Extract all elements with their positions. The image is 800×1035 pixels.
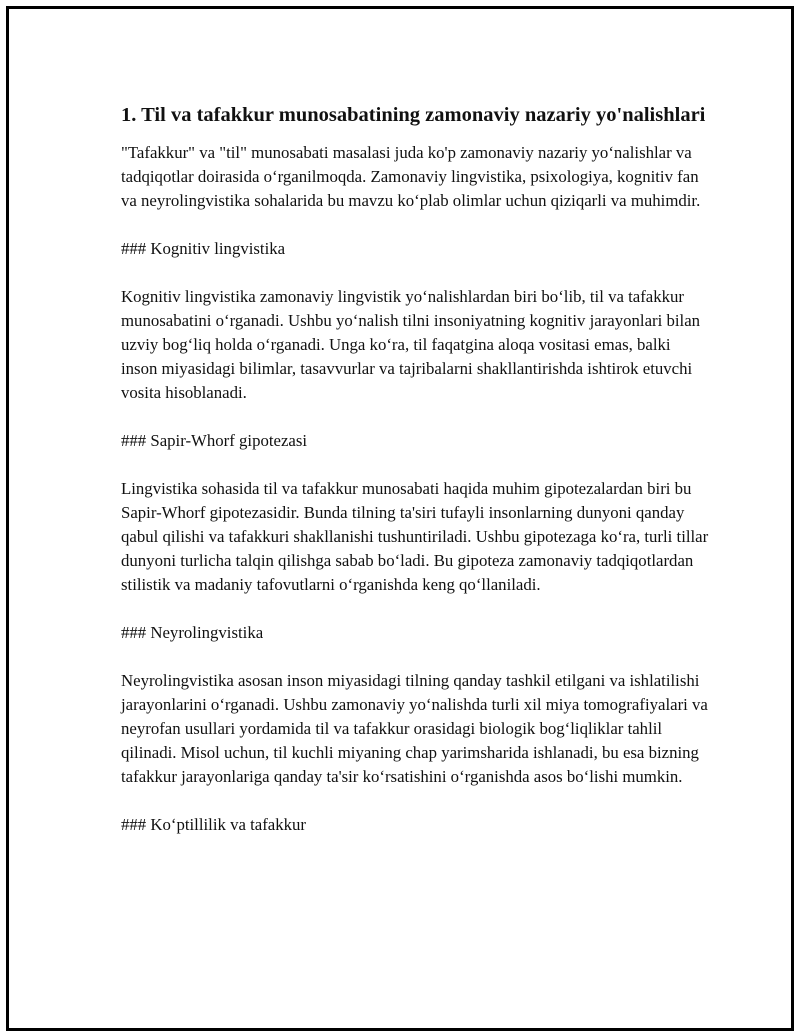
section-heading-sapir-whorf: ### Sapir-Whorf gipotezasi [121,431,308,450]
section-text-neyrolingvistika: Neyrolingvistika asosan inson miyasidagi tilning qanday tashkil etilgani va ishlatilishi jarayonlarini o‘rganadi. Ushbu zamonaviy yo‘nalishda turli xil miya tomografiyalari va neyrofan usullari yordamida til va tafakkur orasidagi biologik bog‘liqliklar tahlil qilinadi. Misol uchun, til kuchli miyaning chap yarimsharida ishlanadi, bu esa bizning tafakkur jarayonlariga qanday ta'sir ko‘rsatishini o‘rganishda asos bo‘lishi mumkin. [121,671,708,786]
section-heading-neyrolingvistika: ### Neyrolingvistika [121,623,264,642]
section-text-kognitiv: Kognitiv lingvistika zamonaviy lingvistik yo‘nalishlardan biri bo‘lib, til va tafakkur munosabatini o‘rganadi. Ushbu yo‘nalish tilni insoniyatning kognitiv jarayonlari bilan uzviy bog‘liq holda o‘rganadi. Unga ko‘ra, til faqatgina aloqa vositasi emas, balki inson miyasidagi bilimlar, tasavvurlar va tajribalarni shakllantirishda ishtirok etuvchi vosita hisoblanadi. [121,287,701,402]
document-body [121,102,711,861]
section-text-sapir-whorf: Lingvistika sohasida til va tafakkur munosabati haqida muhim gipotezalardan biri bu Sapir-Whorf gipotezasidir. Bunda tilning ta'siri tufayli insonlarning dunyoni qanday qabul qilishi va tafakkuri shakllanishi tushuntiriladi. Ushbu gipotezaga ko‘ra, turli tillar dunyoni turlicha talqin qilishga sabab bo‘ladi. Bu gipoteza zamonaviy tadqiqotlardan stilistik va madaniy tafovutlarni o‘rganishda keng qo‘llaniladi. [121,479,709,594]
section-heading-kognitiv: ### Kognitiv lingvistika [121,239,286,258]
page-frame [6,6,794,1031]
section-heading-koptillilik: ### Ko‘ptillilik va tafakkur [121,815,307,834]
document-title: 1. Til va tafakkur munosabatining zamonaviy nazariy yo'nalishlari [121,104,706,126]
intro-paragraph: "Tafakkur" va "til" munosabati masalasi juda ko'p zamonaviy nazariy yo‘nalishlar va tadqiqotlar doirasida o‘rganilmoqda. Zamonaviy lingvistika, psixologiya, kognitiv fan va neyrolingvistika sohalarida bu mavzu ko‘plab olimlar uchun qiziqarli va muhimdir. [121,143,701,210]
